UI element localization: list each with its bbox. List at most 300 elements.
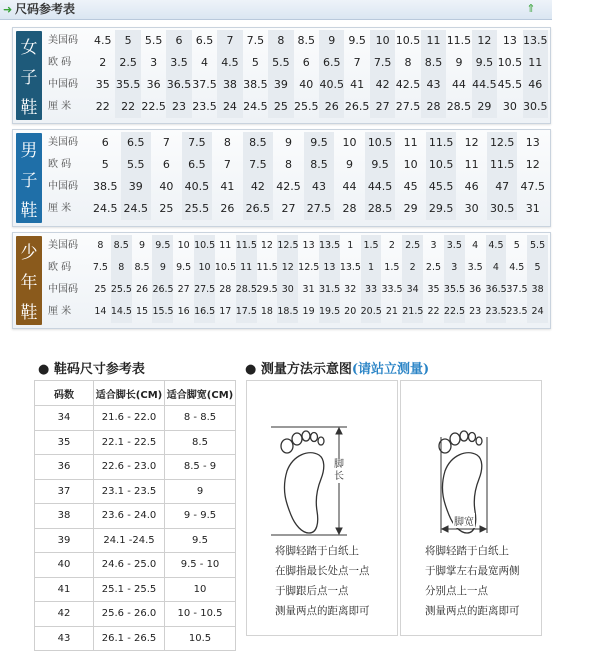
instruction-line: 于脚掌左右最宽两侧 [425, 565, 520, 577]
size-cell: 4.5 [217, 52, 242, 74]
size-cell: 46 [464, 180, 479, 193]
row-label: 美国码 [48, 137, 78, 148]
size-cell: 42.5 [395, 78, 421, 91]
size-cell: 35.5 [444, 279, 465, 301]
size-cell: 6 [166, 30, 191, 52]
table-cell: 9 [165, 479, 236, 504]
size-table [34, 380, 236, 651]
size-cell: 19 [302, 306, 315, 317]
size-cell: 28.5 [365, 198, 396, 220]
panel-label-char: 鞋 [20, 200, 38, 221]
foot-length-diagram [247, 403, 397, 543]
size-cell: 15 [135, 306, 149, 317]
size-cell: 36 [146, 78, 161, 91]
table-cell: 39 [35, 528, 94, 553]
size-cell: 3 [444, 257, 465, 279]
size-cell: 11 [403, 136, 418, 149]
arrow-icon: ➜ [3, 3, 13, 16]
size-cell: 11 [523, 52, 548, 74]
size-row [48, 301, 548, 323]
panel-label [16, 236, 42, 325]
size-cell: 42 [243, 176, 274, 198]
size-cell: 9 [284, 136, 292, 149]
size-cell: 8 [404, 56, 412, 69]
foot-length-label: 脚长 [334, 459, 344, 482]
size-cell: 4 [200, 56, 208, 69]
size-cell: 10 [194, 257, 215, 279]
table-cell: 8 - 8.5 [165, 406, 236, 431]
size-cell: 31 [525, 202, 540, 215]
size-cell: 13 [302, 240, 315, 251]
row-label: 美国码 [48, 35, 78, 46]
width-instructions [425, 541, 541, 621]
size-cell: 40.5 [319, 74, 344, 96]
size-cell: 2 [99, 56, 107, 69]
size-cell: 26 [220, 202, 235, 215]
size-cell: 17 [219, 306, 232, 317]
table-cell: 23.6 - 24.0 [94, 504, 165, 529]
size-cell: 23.5 [486, 301, 507, 323]
size-cell: 11.5 [236, 235, 257, 257]
size-row [48, 198, 548, 220]
size-cell: 5 [527, 257, 548, 279]
size-cell: 8 [97, 240, 104, 251]
table-cell: 42 [35, 602, 94, 627]
size-cell: 12 [277, 257, 298, 279]
size-cell: 36 [469, 284, 482, 295]
size-cell: 9.5 [152, 235, 173, 257]
table-cell: 8.5 - 9 [165, 455, 236, 480]
size-cell: 9.5 [348, 34, 366, 47]
size-table-header [35, 381, 236, 406]
size-cell: 24 [527, 301, 548, 323]
size-cell: 40.5 [182, 176, 213, 198]
size-cell: 24.5 [243, 100, 268, 113]
size-cell: 34 [402, 279, 423, 301]
size-cell: 25 [94, 284, 107, 295]
size-cell: 44 [451, 78, 466, 91]
table-cell: 40 [35, 553, 94, 578]
panel-label-char: 少 [20, 243, 38, 264]
size-cell: 15.5 [152, 301, 173, 323]
size-cell: 36.5 [166, 74, 191, 96]
size-cell: 8.5 [421, 52, 446, 74]
size-cell: 28 [421, 96, 446, 118]
size-cell: 23.5 [192, 100, 217, 113]
row-label: 中国码 [48, 79, 78, 90]
row-label: 厘 米 [48, 203, 72, 214]
size-cell: 44 [342, 180, 357, 193]
length-instructions [275, 541, 397, 621]
header-bar [0, 0, 552, 20]
size-cell: 21 [385, 306, 398, 317]
header-size: 码数 [35, 381, 94, 406]
size-cell: 13.5 [523, 30, 548, 52]
row-label: 欧 码 [48, 57, 72, 68]
size-cell: 7.5 [182, 132, 213, 154]
size-cell: 9.5 [472, 52, 497, 74]
size-row [48, 132, 548, 154]
size-cell: 10.5 [497, 56, 523, 69]
panel-label-char: 男 [20, 140, 38, 161]
size-cell: 27.5 [395, 100, 421, 113]
size-cell: 35 [427, 284, 440, 295]
size-cell: 2 [388, 240, 395, 251]
size-cell: 4.5 [509, 262, 525, 273]
size-cell: 10.5 [426, 154, 457, 176]
size-cell: 39 [268, 74, 293, 96]
size-cell: 12 [464, 136, 479, 149]
size-cell: 23.5 [506, 306, 528, 317]
size-cell: 3.5 [444, 235, 465, 257]
size-cell: 5.5 [527, 235, 548, 257]
size-cell: 9 [346, 158, 354, 171]
table-row [35, 626, 236, 651]
size-cell: 13.5 [319, 235, 340, 257]
size-cell: 9 [455, 56, 463, 69]
size-cell: 4 [486, 257, 507, 279]
size-cell: 26.5 [344, 100, 370, 113]
size-cell: 11.5 [487, 154, 518, 176]
instruction-line: 将脚轻踏于白纸上 [425, 545, 509, 557]
size-cell: 8.5 [304, 154, 335, 176]
size-cell: 24.5 [121, 198, 152, 220]
size-cell: 41 [350, 78, 365, 91]
size-cell: 18 [260, 306, 273, 317]
size-cell: 11 [421, 30, 446, 52]
table-cell: 41 [35, 577, 94, 602]
table-cell: 38 [35, 504, 94, 529]
size-cell: 22.5 [444, 301, 465, 323]
row-label: 欧 码 [48, 159, 72, 170]
size-cell: 22 [115, 96, 140, 118]
table-cell: 10 - 10.5 [165, 602, 236, 627]
size-cell: 12 [472, 30, 497, 52]
size-cell: 26 [135, 284, 149, 295]
size-cell: 25.5 [182, 198, 213, 220]
panel-label-char: 女 [20, 38, 38, 59]
size-cell: 28.5 [446, 100, 472, 113]
row-label: 厘 米 [48, 306, 72, 317]
size-cell: 27.5 [304, 198, 335, 220]
instruction-line: 测量两点的距离即可 [275, 605, 370, 617]
size-cell: 29.5 [426, 198, 457, 220]
size-cell: 12.5 [487, 132, 518, 154]
table-cell: 25.6 - 26.0 [94, 602, 165, 627]
size-cell: 7 [217, 30, 242, 52]
size-cell: 22 [427, 306, 440, 317]
size-cell: 2.5 [425, 262, 442, 273]
size-cell: 7 [162, 136, 170, 149]
size-cell: 9.5 [304, 132, 335, 154]
size-cell: 12.5 [277, 235, 298, 257]
size-cell: 10 [370, 30, 395, 52]
size-cell: 18.5 [277, 301, 298, 323]
size-cell: 31.5 [319, 279, 340, 301]
size-cell: 9 [139, 240, 146, 251]
measure-length-box [246, 380, 398, 636]
panel-label [16, 133, 42, 223]
size-cell: 25.5 [294, 100, 319, 113]
instruction-line: 在脚指最长处点一点 [275, 565, 370, 577]
table-row [35, 577, 236, 602]
size-cell: 8 [284, 158, 292, 171]
size-cell: 13 [525, 136, 540, 149]
size-row [48, 279, 548, 301]
size-cell: 28 [219, 284, 232, 295]
measure-title: ● 测量方法示意图(请站立测量) [245, 362, 430, 377]
row-label: 欧 码 [48, 262, 72, 273]
table-cell: 21.6 - 22.0 [94, 406, 165, 431]
size-cell: 28.5 [236, 279, 257, 301]
size-cell: 3 [430, 240, 437, 251]
table-cell: 24.1 -24.5 [94, 528, 165, 553]
size-cell: 5 [115, 30, 140, 52]
instruction-line: 将脚轻踏于白纸上 [275, 545, 359, 557]
row-label: 中国码 [48, 181, 78, 192]
size-cell: 14.5 [111, 301, 132, 323]
size-cell: 22.5 [141, 100, 166, 113]
row-label: 厘 米 [48, 101, 72, 112]
size-cell: 7 [223, 158, 231, 171]
size-cell: 27 [370, 96, 395, 118]
size-row [48, 257, 548, 279]
size-row [48, 52, 548, 74]
size-cell: 8.5 [243, 132, 274, 154]
size-cell: 47.5 [520, 180, 545, 193]
panel-label-char: 子 [20, 67, 38, 88]
size-cell: 6 [162, 158, 170, 171]
size-cell: 2.5 [115, 52, 140, 74]
table-cell: 22.1 - 22.5 [94, 430, 165, 455]
size-cell: 37.5 [192, 78, 217, 91]
size-cell: 24.5 [93, 202, 118, 215]
size-cell: 10.5 [365, 132, 396, 154]
page-title: 尺码参考表 [15, 2, 76, 16]
size-cell: 10 [342, 136, 357, 149]
panel-women [12, 27, 551, 124]
size-cell: 10.5 [395, 34, 421, 47]
table-row [35, 528, 236, 553]
size-cell: 10 [403, 158, 418, 171]
size-cell: 45.5 [426, 176, 457, 198]
size-cell: 30.5 [523, 96, 548, 118]
size-cell: 4.5 [93, 34, 112, 47]
size-cell: 28 [342, 202, 357, 215]
size-cell: 41 [220, 180, 235, 193]
size-cell: 19.5 [319, 301, 340, 323]
size-cell: 4 [472, 240, 479, 251]
size-cell: 40 [299, 78, 314, 91]
panel-label [16, 31, 42, 120]
size-cell: 6 [302, 56, 310, 69]
size-cell: 33.5 [381, 284, 403, 295]
panel-youth [12, 232, 551, 329]
size-cell: 9.5 [176, 262, 192, 273]
size-cell: 13 [502, 34, 517, 47]
size-cell: 6.5 [121, 132, 152, 154]
size-cell: 11 [236, 257, 257, 279]
size-cell: 22 [95, 100, 110, 113]
size-cell: 32 [344, 284, 357, 295]
size-cell: 25.5 [111, 279, 132, 301]
table-cell: 22.6 - 23.0 [94, 455, 165, 480]
size-cell: 26.5 [243, 198, 274, 220]
size-cell: 16 [177, 306, 190, 317]
size-row [48, 154, 548, 176]
size-cell: 12 [260, 240, 273, 251]
size-cell: 20.5 [361, 301, 382, 323]
table-cell: 9.5 [165, 528, 236, 553]
table-cell: 43 [35, 626, 94, 651]
size-cell: 25 [159, 202, 174, 215]
table-cell: 9.5 - 10 [165, 553, 236, 578]
instruction-line: 测量两点的距离即可 [425, 605, 520, 617]
size-cell: 37.5 [506, 284, 528, 295]
size-cell: 11.5 [426, 132, 457, 154]
size-cell: 5.5 [121, 154, 152, 176]
size-cell: 8 [268, 30, 293, 52]
size-cell: 33 [361, 279, 382, 301]
size-cell: 20 [344, 306, 357, 317]
size-cell: 27 [177, 284, 190, 295]
table-row [35, 553, 236, 578]
size-cell: 30.5 [487, 198, 518, 220]
panel-label-char: 子 [20, 170, 38, 191]
table-cell: 10.5 [165, 626, 236, 651]
size-cell: 26 [319, 96, 344, 118]
panel-men [12, 129, 551, 227]
table-cell: 10 [165, 577, 236, 602]
size-cell: 29.5 [256, 284, 278, 295]
size-cell: 23 [469, 306, 482, 317]
table-cell: 35 [35, 430, 94, 455]
size-cell: 29 [472, 96, 497, 118]
size-cell: 45.5 [497, 78, 523, 91]
size-cell: 9 [152, 257, 173, 279]
size-cell: 42.5 [276, 180, 301, 193]
size-cell: 45 [403, 180, 418, 193]
up-arrow-icon[interactable]: ⇑ [526, 2, 536, 15]
size-cell: 7.5 [92, 262, 108, 273]
size-cell: 10.5 [194, 235, 215, 257]
size-cell: 42 [370, 74, 395, 96]
size-cell: 38.5 [93, 180, 118, 193]
table-row [35, 479, 236, 504]
foot-width-label: 脚宽 [453, 513, 475, 528]
size-cell: 1 [347, 240, 354, 251]
size-cell: 11.5 [446, 34, 472, 47]
size-cell: 5 [251, 56, 259, 69]
size-cell: 17.5 [236, 301, 257, 323]
size-cell: 6 [101, 136, 109, 149]
size-cell: 14 [94, 306, 107, 317]
instruction-line: 分别点上一点 [425, 585, 488, 597]
table-cell: 26.1 - 26.5 [94, 626, 165, 651]
size-cell: 7 [353, 56, 361, 69]
size-row [48, 176, 548, 198]
size-row [48, 30, 548, 52]
size-cell: 10.5 [214, 262, 237, 273]
size-cell: 44.5 [365, 176, 396, 198]
size-cell: 5.5 [268, 52, 293, 74]
panel-label-char: 鞋 [20, 97, 38, 118]
size-cell: 7.5 [246, 34, 265, 47]
size-cell: 3.5 [166, 52, 191, 74]
size-cell: 10 [177, 240, 190, 251]
size-cell: 4.5 [486, 235, 507, 257]
size-cell: 8.5 [134, 262, 150, 273]
panel-label-char: 年 [20, 272, 38, 293]
size-cell: 26.5 [152, 279, 173, 301]
size-cell: 9.5 [365, 154, 396, 176]
size-cell: 43 [421, 74, 446, 96]
size-cell: 13 [319, 257, 340, 279]
size-cell: 31 [302, 284, 315, 295]
size-cell: 46 [523, 74, 548, 96]
size-cell: 12.5 [298, 262, 320, 273]
size-cell: 30 [277, 279, 298, 301]
size-cell: 8.5 [297, 34, 316, 47]
table-cell: 36 [35, 455, 94, 480]
size-cell: 5.5 [144, 34, 163, 47]
table-cell: 25.1 - 25.5 [94, 577, 165, 602]
size-cell: 27 [281, 202, 296, 215]
header-length: 适合脚长(CM) [94, 381, 165, 406]
size-cell: 8.5 [111, 235, 132, 257]
size-row [48, 235, 548, 257]
size-cell: 40 [159, 180, 174, 193]
size-cell: 35.5 [115, 74, 140, 96]
size-cell: 1.5 [384, 262, 400, 273]
size-cell: 9 [319, 30, 344, 52]
size-cell: 1.5 [361, 235, 382, 257]
table-row [35, 504, 236, 529]
size-cell: 39 [121, 176, 152, 198]
size-cell: 8 [223, 136, 231, 149]
size-table-title: ● 鞋码尺寸参考表 [38, 362, 145, 377]
table-row [35, 455, 236, 480]
size-cell: 38 [217, 74, 242, 96]
table-cell: 34 [35, 406, 94, 431]
size-cell: 25 [268, 96, 293, 118]
measure-width-box [400, 380, 542, 636]
size-cell: 5 [101, 158, 109, 171]
size-cell: 2.5 [402, 235, 423, 257]
size-cell: 7.5 [243, 154, 274, 176]
table-row [35, 430, 236, 455]
size-cell: 2 [402, 257, 423, 279]
size-cell: 29 [403, 202, 418, 215]
size-cell: 6.5 [195, 34, 214, 47]
table-cell: 8.5 [165, 430, 236, 455]
size-cell: 24 [217, 96, 242, 118]
table-cell: 24.6 - 25.0 [94, 553, 165, 578]
size-cell: 6.5 [319, 52, 344, 74]
size-cell: 1 [361, 257, 382, 279]
size-cell: 36.5 [486, 279, 507, 301]
panel-label-char: 鞋 [20, 302, 38, 323]
size-cell: 8 [111, 257, 132, 279]
size-cell: 3 [150, 56, 158, 69]
size-cell: 35 [95, 78, 110, 91]
size-cell: 23 [166, 96, 191, 118]
size-cell: 38.5 [243, 78, 268, 91]
table-row [35, 602, 236, 627]
size-cell: 11 [219, 240, 232, 251]
size-cell: 38 [527, 279, 548, 301]
size-cell: 3.5 [467, 262, 483, 273]
